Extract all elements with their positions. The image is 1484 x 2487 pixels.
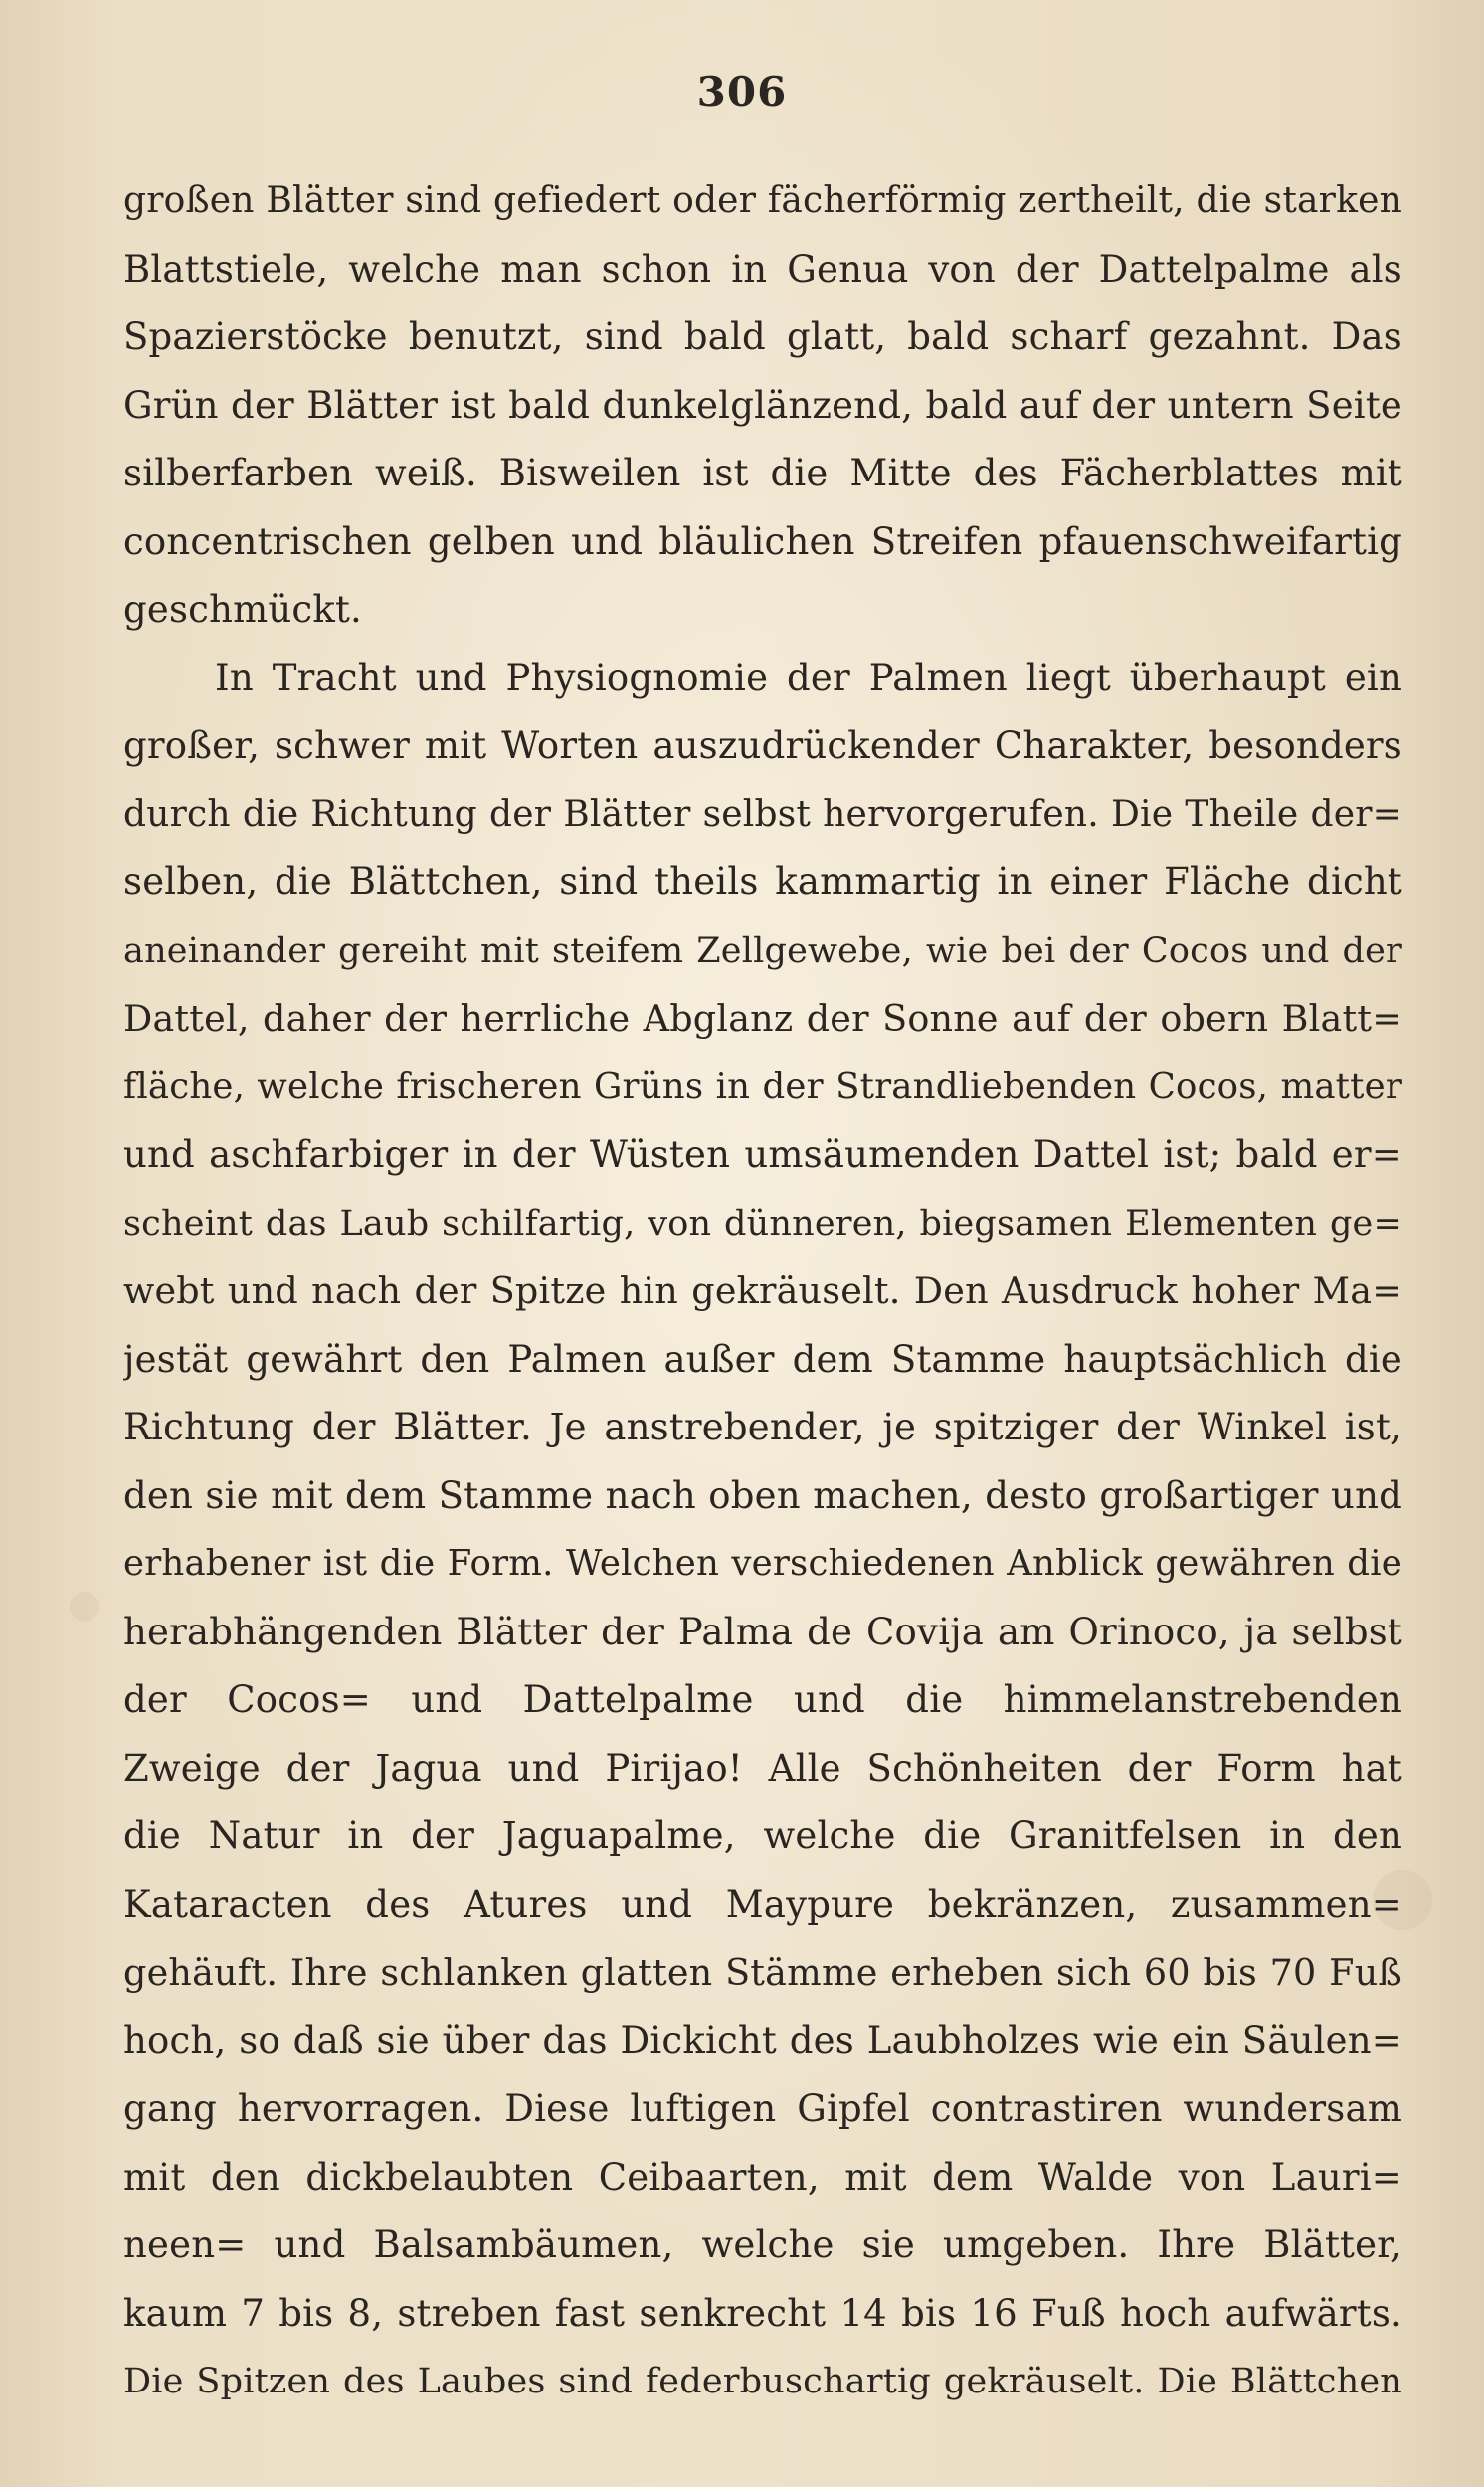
text-line: In Tracht und Physiognomie der Palmen liegt überhaupt ein: [215, 656, 1402, 699]
text-line: concentrischen gelben und bläulichen Streifen pfauenschweifartig: [123, 519, 1402, 563]
text-line: hoch, so daß sie über das Dickicht des Laubholzes wie ein Säulen=: [123, 2018, 1402, 2062]
text-line: gehäuft. Ihre schlanken glatten Stämme erheben sich 60 bis 70 Fuß: [123, 1951, 1402, 1994]
text-line: Kataracten des Atures und Maypure bekränzen, zusammen=: [123, 1882, 1402, 1926]
text-line: neen= und Balsambäumen, welche sie umgeben. Ihre Blätter,: [123, 2223, 1402, 2266]
text-line: den sie mit dem Stamme nach oben machen, desto großartiger und: [123, 1473, 1402, 1517]
text-line: Blattstiele, welche man schon in Genua von der Dattelpalme als: [123, 247, 1402, 290]
text-line: jestät gewährt den Palmen außer dem Stamme hauptsächlich die: [123, 1337, 1402, 1381]
text-line: webt und nach der Spitze hin gekräuselt. Den Ausdruck hoher Ma=: [123, 1269, 1402, 1312]
text-line: und aschfarbiger in der Wüsten umsäumenden Dattel ist; bald er=: [123, 1133, 1402, 1176]
text-line: geschmückt.: [123, 588, 363, 631]
text-line: silberfarben weiß. Bisweilen ist die Mitte des Fächerblattes mit: [123, 452, 1402, 494]
text-line: der Cocos= und Dattelpalme und die himmelanstrebenden: [123, 1678, 1402, 1721]
text-line: erhabener ist die Form. Welchen verschiedenen Anblick gewähren die: [123, 1543, 1402, 1584]
text-line: die Natur in der Jaguapalme, welche die Granitfelsen in den: [123, 1815, 1402, 1857]
text-line: Dattel, daher der herrliche Abglanz der Sonne auf der obern Blatt=: [123, 997, 1402, 1040]
text-line: Richtung der Blätter. Je anstrebender, je spitziger der Winkel ist,: [123, 1406, 1402, 1448]
text-line: aneinander gereiht mit steifem Zellgewebe, wie bei der Cocos und der: [123, 930, 1402, 971]
text-line: scheint das Laub schilfartig, von dünneren, biegsamen Elementen ge=: [123, 1203, 1402, 1244]
body-text: [123, 167, 1402, 2416]
text-line: großer, schwer mit Worten auszudrückender Charakter, besonders: [123, 724, 1402, 767]
text-line: Die Spitzen des Laubes sind federbuschartig gekräuselt. Die Blättchen: [123, 2362, 1402, 2401]
text-line: mit den dickbelaubten Ceibaarten, mit dem Walde von Lauri=: [123, 2155, 1402, 2199]
text-line: Spazierstöcke benutzt, sind bald glatt, bald scharf gezahnt. Das: [123, 315, 1402, 358]
text-line: Zweige der Jagua und Pirijao! Alle Schönheiten der Form hat: [123, 1746, 1402, 1790]
text-line: großen Blätter sind gefiedert oder fächerförmig zertheilt, die starken: [123, 180, 1402, 221]
paper-stain: [70, 1592, 99, 1622]
text-line: Grün der Blätter ist bald dunkelglänzend, bald auf der untern Seite: [123, 383, 1402, 427]
text-line: selben, die Blättchen, sind theils kammartig in einer Fläche dicht: [123, 861, 1402, 903]
text-line: kaum 7 bis 8, streben fast senkrecht 14 bis 16 Fuß hoch aufwärts.: [123, 2291, 1402, 2335]
text-line: fläche, welche frischeren Grüns in der Strandliebenden Cocos, matter: [123, 1065, 1402, 1107]
text-line: gang hervorragen. Diese luftigen Gipfel contrastiren wundersam: [123, 2087, 1402, 2130]
text-line: herabhängenden Blätter der Palma de Covija am Orinoco, ja selbst: [123, 1610, 1402, 1653]
page-number: 306: [696, 68, 788, 116]
text-line: durch die Richtung der Blätter selbst hervorgerufen. Die Theile der=: [123, 793, 1402, 835]
